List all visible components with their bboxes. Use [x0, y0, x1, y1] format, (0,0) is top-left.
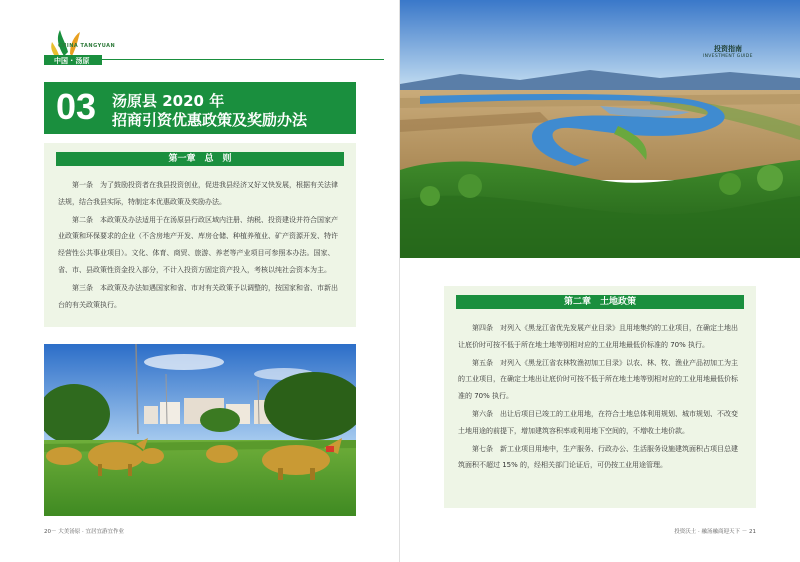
article-1: 第一条 为了鼓励投资者在我县投资创业，促进我县经济又好又快发展，根据有关法律法规，结合我县实际，特制定本优惠政策及奖励办法。 [58, 181, 338, 206]
article-5: 第五条 对列入《黑龙江省农林牧渔初加工目录》以农、林、牧、渔业产品初加工为主的工业项目，在确定土地出让底价时可按不低于所在地土地等别相对应的工业用地最低价标准的 70% 执行。 [458, 358, 738, 401]
article-6: 第六条 出让后项目已竣工的工业用地，在符合土地总体利用规划、城市规划、不改变土地用途的前提下，增加建筑容积率或利用地下空间的，不增收土地价款。 [458, 409, 738, 435]
investment-guide-title: 投资指南 [714, 45, 742, 53]
right-page [400, 0, 800, 562]
bull-sculpture-photo [44, 344, 356, 516]
investment-guide-english: INVESTMENT GUIDE [703, 54, 753, 59]
chapter-one-box [44, 143, 356, 327]
section-title-line2: 招商引资优惠政策及奖励办法 [112, 111, 308, 129]
brand-bar [44, 55, 384, 65]
article-4: 第四条 对列入《黑龙江省优先发展产业目录》且用地集约的工业项目，在确定土地出让底价时可按不低于所在地土地等别相对应的工业用地最低价标准的 70% 执行。 [458, 324, 738, 349]
chapter-two-box [444, 286, 756, 508]
brand-rule [102, 59, 384, 60]
section-number: 03 [56, 86, 97, 127]
left-page-footer: 20－ 大美汤原 · 宜居宜游宜作业 [44, 529, 124, 535]
right-page-footer: 投资沃土 · 融汤融商迎天下 － 21 [674, 529, 756, 535]
brand-bar-tab [44, 55, 102, 65]
article-7: 第七条 新工业项目用地中，生产服务、行政办公、生活服务设施建筑面积占项目总建筑面积不超过 15% 的，经相关部门论证后，可仍按工业用途管理。 [458, 444, 738, 470]
chapter-one-body [58, 177, 344, 314]
river-landscape-photo [400, 0, 800, 258]
logo-english-text: CHINA TANGYUAN [58, 43, 116, 49]
section-title-banner [44, 82, 356, 134]
chapter-one-title: 第一章 总 则 [56, 152, 344, 166]
article-2: 第二条 本政策及办法适用于在汤原县行政区域内注册、纳税、投资建设并符合国家产业政策和环保要求的企业（不含房地产开发、库房仓储、种植养殖业、矿产资源开发、特许经营性公共事业项目）。文化、体育、商贸、旅游、养老等产业项目可参照本办法。国家、省、市、县政策性资金投入部分，不计入投资方固定资产投入，考核以纯社会资本为主。 [58, 215, 338, 274]
chapter-two-title: 第二章 土地政策 [456, 295, 744, 309]
section-title-line1: 汤原县 2020 年 [112, 92, 225, 110]
brand-label: 中国 · 汤原 [54, 57, 90, 65]
article-3: 第三条 本政策及办法如遇国家和省、市对有关政策予以调整的，按国家和省、市新出台的有关政策执行。 [58, 283, 338, 309]
chapter-two-body [458, 320, 744, 475]
